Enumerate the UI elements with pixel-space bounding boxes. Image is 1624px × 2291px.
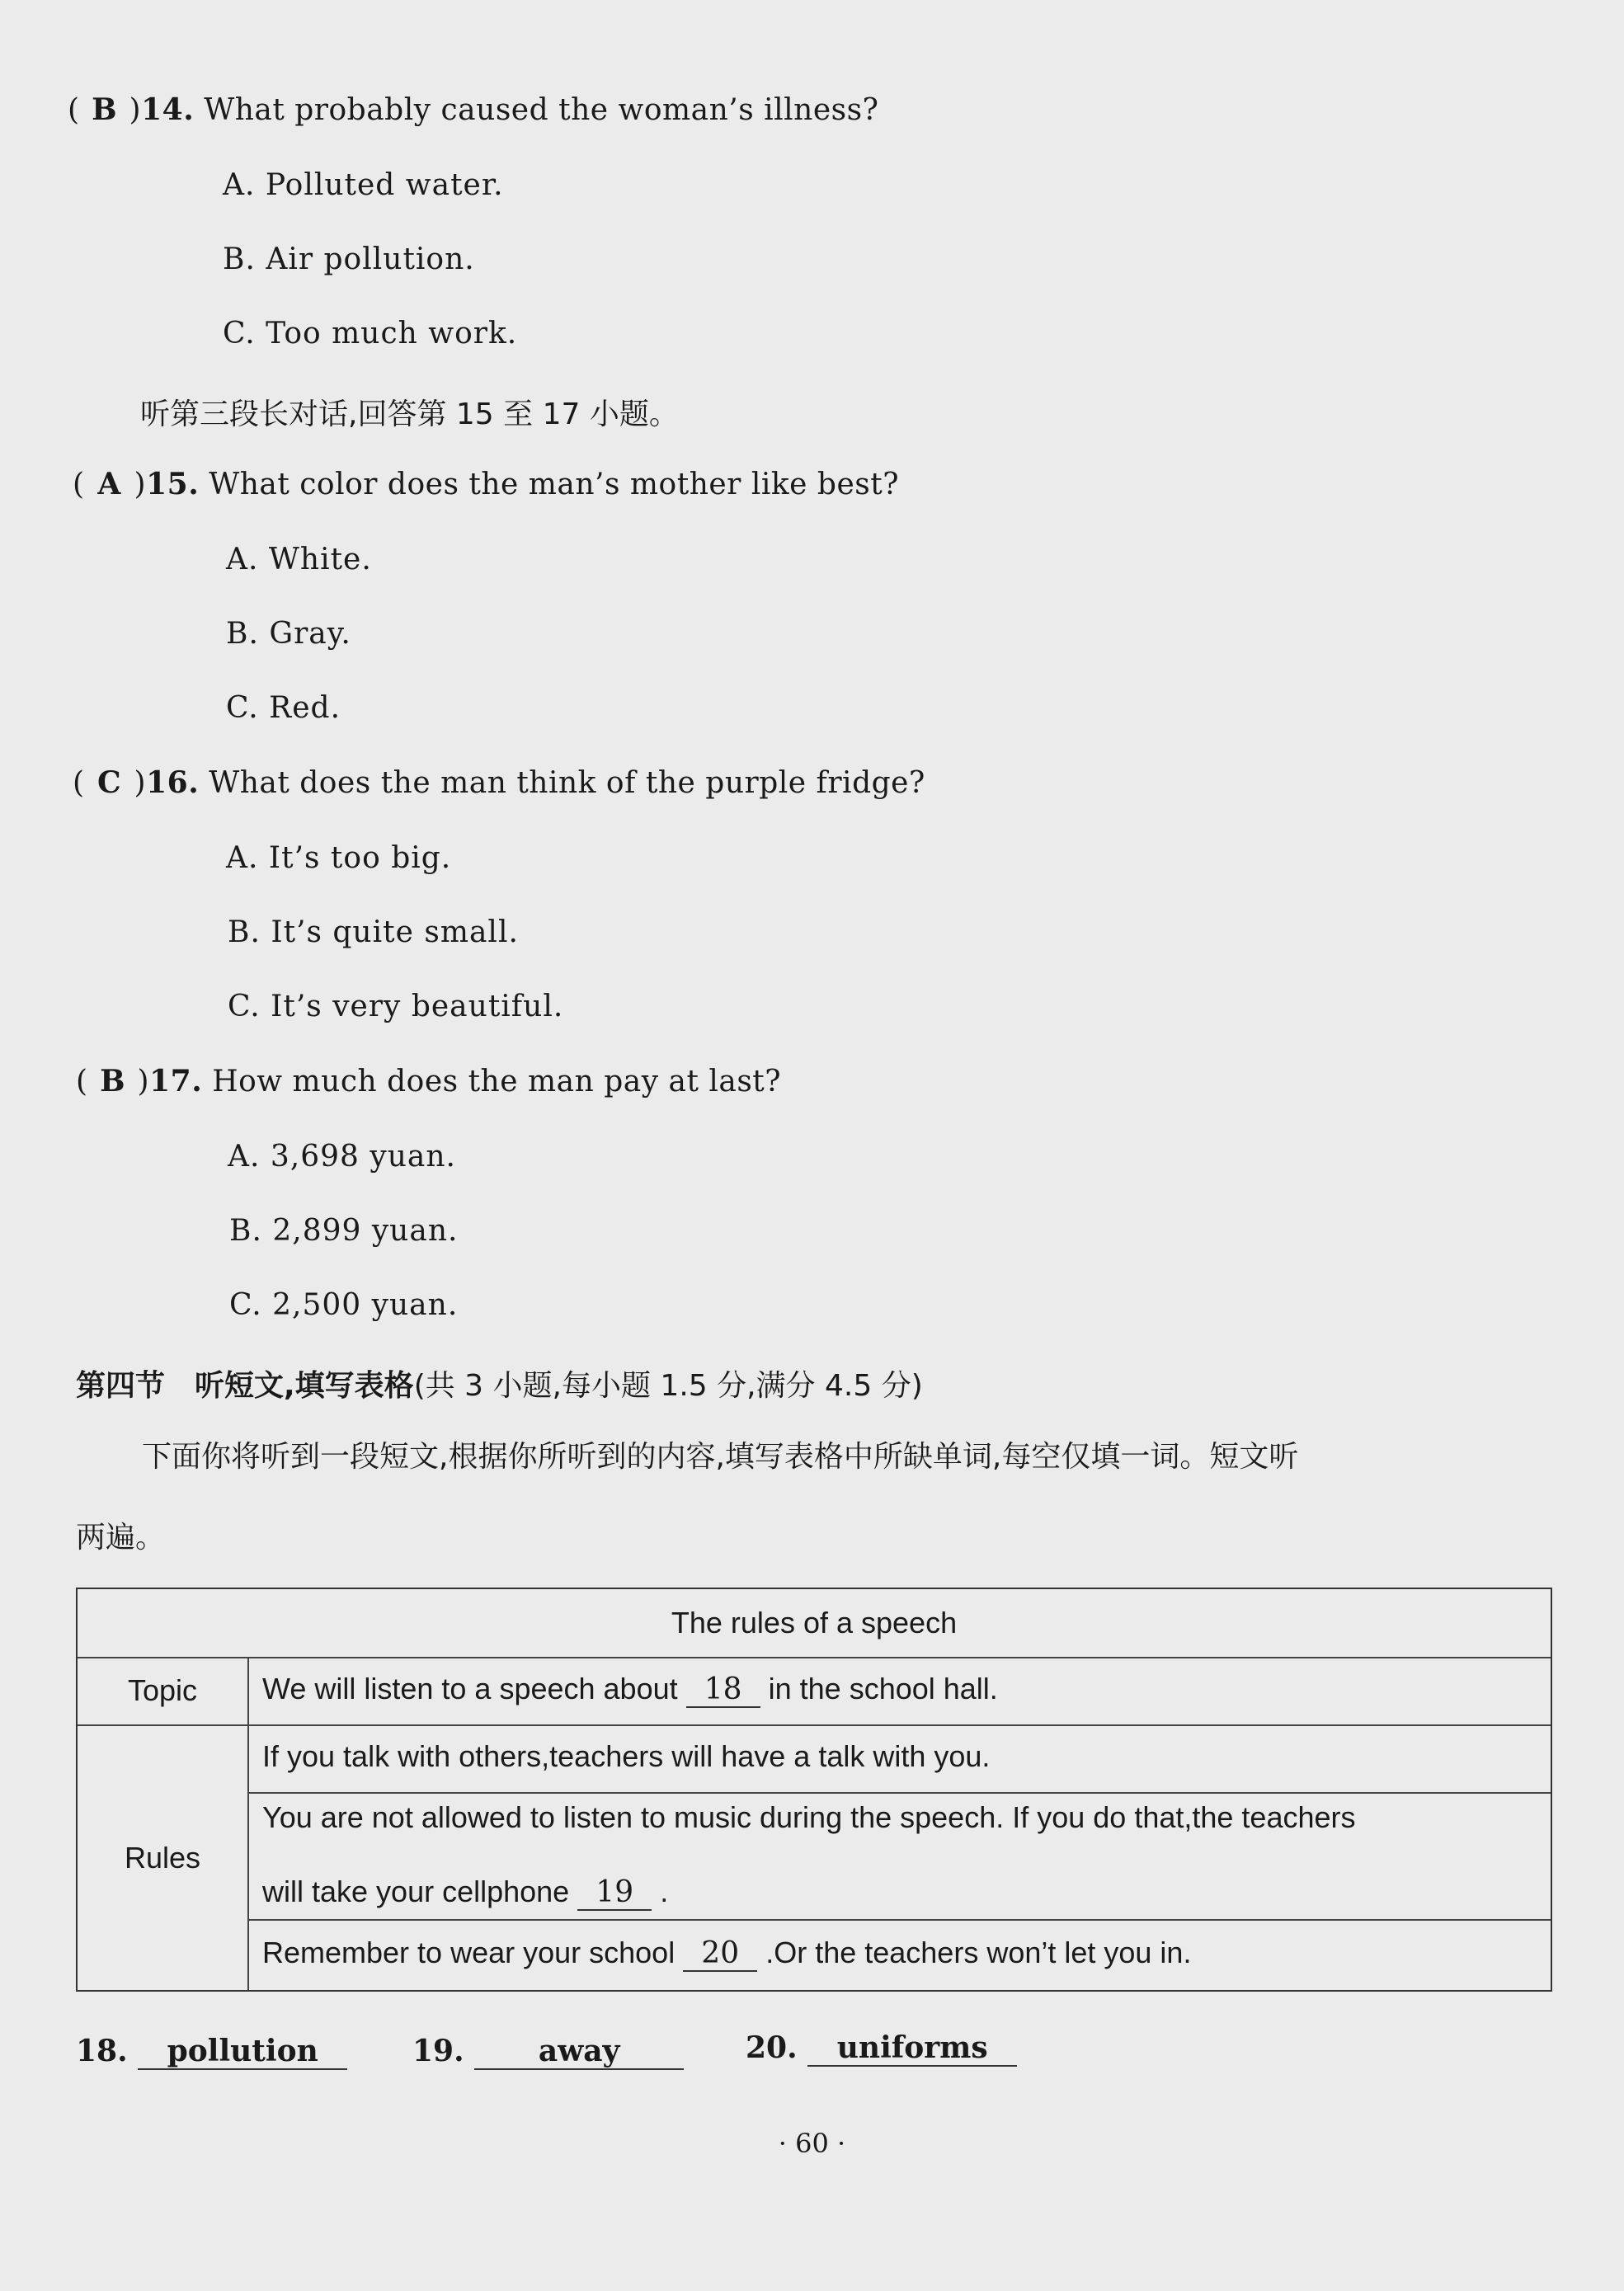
- rule-3: Remember to wear your school 20 .Or the teachers won’t let you in.: [262, 1936, 1192, 1970]
- table-divider: [247, 1792, 1551, 1794]
- answer-18: 18. pollution: [76, 2034, 347, 2070]
- table-title: The rules of a speech: [671, 1606, 958, 1639]
- rule-2-line1: You are not allowed to listen to music during the speech. If you do that,the teachers: [262, 1800, 1356, 1834]
- topic-label: Topic: [127, 1673, 198, 1707]
- answer-mark: C: [96, 765, 122, 800]
- option: C. It’s very beautiful.: [228, 990, 564, 1023]
- question-number: 15.: [146, 467, 200, 501]
- question-text: How much does the man pay at last?: [212, 1065, 782, 1098]
- option: C. Red.: [226, 691, 341, 725]
- section-title: [76, 1362, 923, 1404]
- rule-2-line2: will take your cellphone 19 .: [262, 1875, 669, 1909]
- rules-label: Rules: [124, 1841, 201, 1875]
- section-title-rest: (共 3 小题,每小题 1.5 分,满分 4.5 分): [413, 1369, 923, 1403]
- blank-18: 18: [686, 1672, 760, 1708]
- table-divider: [78, 1724, 1551, 1726]
- topic-text: We will listen to a speech about 18 in the school hall.: [262, 1672, 998, 1706]
- question-number: 14.: [141, 92, 195, 127]
- table-divider: [247, 1919, 1551, 1921]
- option: A. It’s too big.: [226, 841, 452, 875]
- question-15: ( A )15. What color does the man’s mother like best?: [73, 467, 900, 501]
- question-number: 16.: [146, 765, 200, 800]
- question-17: ( B )17. How much does the man pay at last?: [76, 1064, 782, 1098]
- option: A. 3,698 yuan.: [228, 1140, 457, 1174]
- answer-mark: B: [100, 1064, 126, 1098]
- answer-mark: B: [92, 92, 118, 127]
- answer-value: away: [474, 2034, 684, 2070]
- answer-mark: A: [97, 467, 121, 501]
- section-instruction-line1: 下面你将听到一段短文,根据你所听到的内容,填写表格中所缺单词,每空仅填一词。短文听: [142, 1440, 1299, 1474]
- question-number: 17.: [149, 1064, 203, 1098]
- table-divider: [247, 1657, 249, 1990]
- table-divider: [78, 1657, 1551, 1658]
- question-text: What does the man think of the purple fridge?: [209, 766, 925, 800]
- option: B. It’s quite small.: [228, 915, 519, 949]
- question-16: ( C )16. What does the man think of the purple fridge?: [73, 765, 925, 800]
- question-text: What color does the man’s mother like best?: [209, 468, 900, 501]
- rule-1: If you talk with others,teachers will have a talk with you.: [262, 1739, 991, 1773]
- option: A. Polluted water.: [223, 168, 504, 202]
- blank-19: 19: [577, 1875, 652, 1911]
- option: C. 2,500 yuan.: [229, 1288, 459, 1322]
- section-title-bold: 第四节 听短文,填写表格: [76, 1369, 414, 1403]
- answer-value: pollution: [138, 2034, 347, 2070]
- option: B. Gray.: [226, 617, 351, 651]
- answer-19: 19. away: [412, 2034, 684, 2070]
- rules-table: [76, 1588, 1552, 1992]
- option: A. White.: [226, 543, 372, 576]
- section-instruction-line2: 两遍。: [76, 1521, 166, 1555]
- question-text: What probably caused the woman’s illness?: [204, 93, 879, 127]
- option: B. Air pollution.: [223, 242, 475, 276]
- answer-20: 20. uniforms: [746, 2030, 1017, 2067]
- blank-20: 20: [683, 1936, 757, 1972]
- page-number: · 60 ·: [778, 2128, 846, 2159]
- option: C. Too much work.: [223, 317, 518, 350]
- option: B. 2,899 yuan.: [229, 1214, 459, 1248]
- question-14: ( B )14. What probably caused the woman’s illness?: [68, 92, 879, 127]
- dialogue-instruction: 听第三段长对话,回答第 15 至 17 小题。: [140, 398, 679, 431]
- answer-value: uniforms: [807, 2030, 1017, 2067]
